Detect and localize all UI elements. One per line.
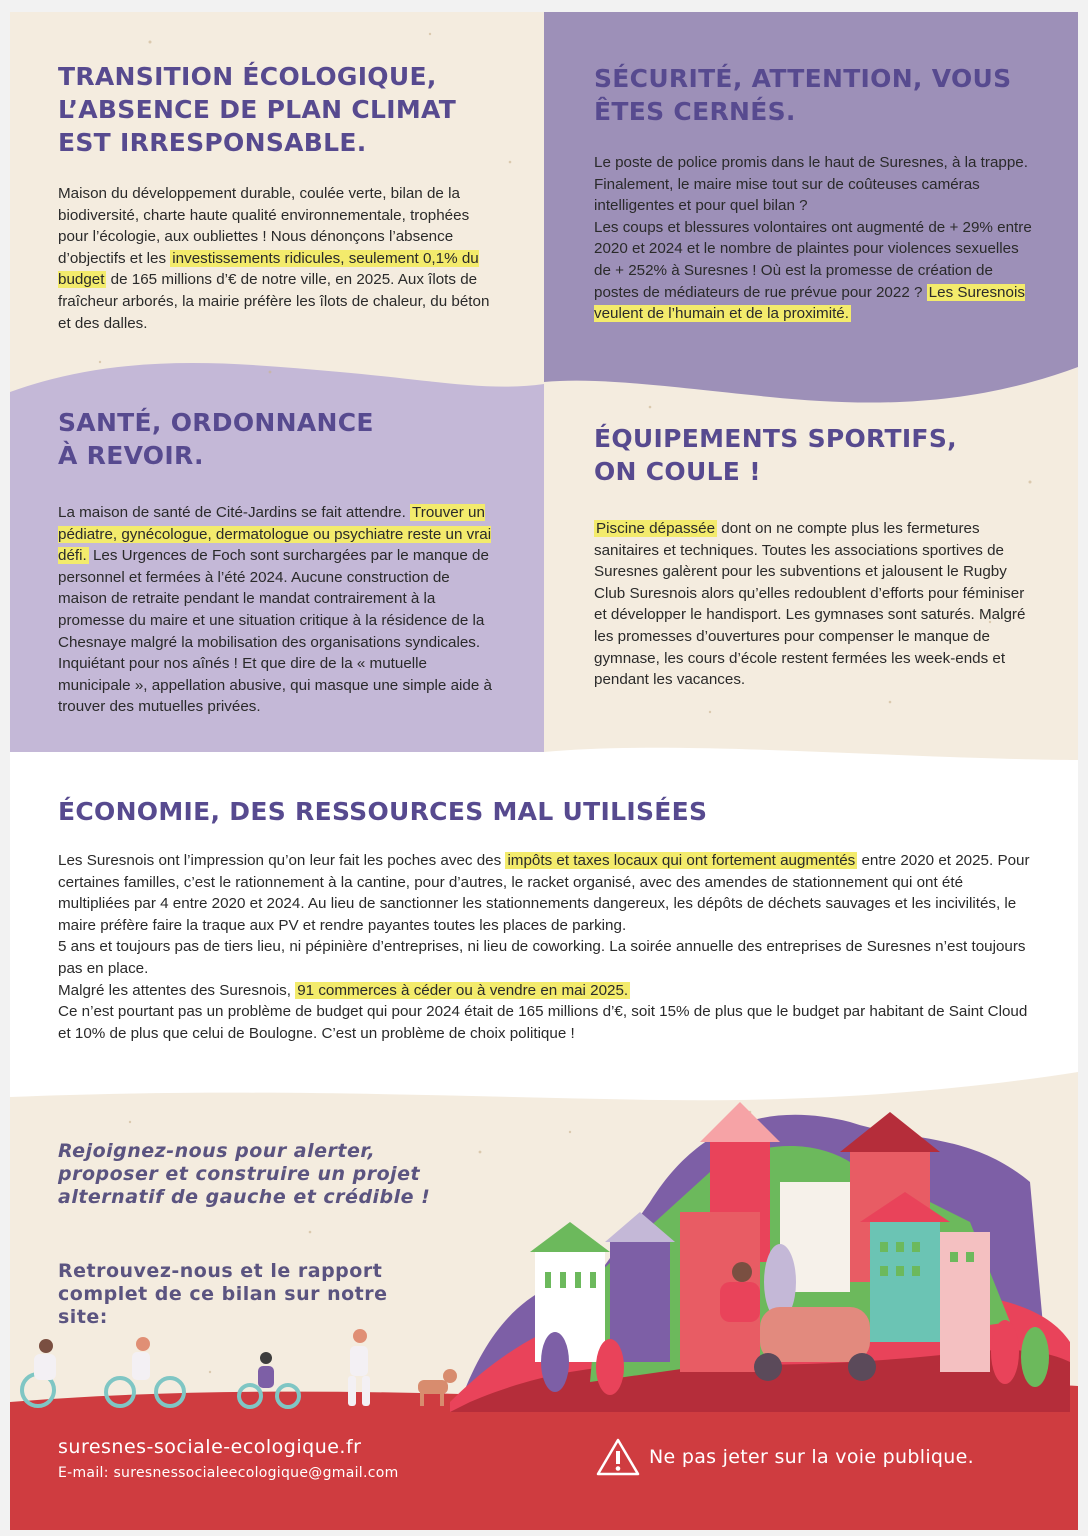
highlighted-text: Trouver un pédiatre, gynécologue, dermatologue ou psychiatre reste un vrai défi. — [58, 504, 492, 565]
securite-text-2 — [594, 217, 1034, 325]
section-securite — [594, 62, 1034, 325]
text-span: Les coups et blessures volontaires ont augmenté de + 29% entre 2020 et 2024 et le nombre de plaintes pour violences sexuelles de + 252% à Suresnes ! Où est la promesse de création de postes de médiateurs de rue prévue pour 2022 ? — [594, 218, 1032, 301]
website-link[interactable]: suresnes-sociale-ecologique.fr — [58, 1436, 362, 1458]
economie-p3 — [58, 980, 1033, 1002]
text-span: de 165 millions d’€ de notre ville, en 2025. Aux îlots de fraîcheur arborés, la mairie préfère les îlots de chaleur, du béton et des dalles. — [58, 271, 490, 332]
text-span: Malgré les attentes des Suresnois, — [58, 981, 296, 999]
text-span: dont on ne compte plus les fermetures sanitaires et techniques. Toutes les associations sportives de Suresnes galèrent pour les subventions et jalousent le Rugby Club Suresnois alors qu’elles redoublent d’efforts pour féminiser et développer le handisport. Les gymnases sont saturés. Malgré les promesses d’ouvertures pour compenser le manque de gymnase, les cours d’école restent fermées les week-ends et pendant les vacances. — [594, 520, 1026, 689]
transition-text — [58, 183, 498, 334]
transition-title — [58, 60, 498, 159]
text-span: Les Suresnois ont l’impression qu’on leur fait les poches avec des — [58, 852, 506, 869]
equipements-title — [594, 422, 1034, 488]
cyclists-illustration — [10, 1322, 470, 1412]
economie-title: ÉCONOMIE, DES RESSOURCES MAL UTILISÉES — [58, 797, 708, 826]
join-text: Rejoignez-nous pour alerter, proposer et construire un projet alternatif de gauche et crédible ! — [58, 1140, 431, 1208]
text-span: entre 2020 et 2025. Pour certaines familles, c’est le rationnement à la cantine, pour d’autres, le racket organisé, avec des amendes de stationnement qui ont été multipliées par 4 entre 2020 et 2024. Au lieu de sanctionner les stationnements dangereux, les dépôts de déchets sauvages et les incivilités, le maire préfère faire la traque aux PV et rendre payantes toutes les places de parking. — [58, 852, 1030, 934]
economie-p1 — [58, 850, 1033, 936]
section-equipements — [594, 422, 1034, 691]
highlighted-text: 91 commerces à céder ou à vendre en mai 2025. — [297, 981, 629, 999]
city-illustration — [450, 1082, 1070, 1412]
economie-p4: Ce n’est pourtant pas un problème de budget qui pour 2024 était de 165 millions d’€, soit 15% de plus que le budget par habitant de Saint Cloud et 10% de plus que celui de Boulogne. C’est un problème de choix politique ! — [58, 1003, 1028, 1042]
highlighted-text: Piscine dépassée — [596, 520, 716, 537]
equipements-text — [594, 518, 1034, 691]
warning-text: Ne pas jeter sur la voie publique. — [649, 1446, 974, 1468]
text-span: Maison du développement durable, coulée verte, bilan de la biodiversité, charte haute qualité environnementale, trophées pour l’écologie, aux oubliettes ! Nous dénonçons l’absence d’objectifs et les — [58, 185, 470, 267]
title-line: ÉQUIPEMENTS SPORTIFS, — [594, 424, 957, 453]
title-line: L’ABSENCE DE PLAN CLIMAT — [58, 95, 457, 124]
securite-title — [594, 62, 1034, 128]
email-link[interactable]: E-mail: suresnessocialeecologique@gmail.com — [58, 1465, 399, 1481]
sante-text — [58, 502, 502, 718]
section-transition — [58, 60, 498, 334]
title-line: ÊTES CERNÉS. — [594, 97, 796, 126]
title-line: SANTÉ, ORDONNANCE — [58, 408, 374, 437]
warning-triangle-icon — [595, 1437, 641, 1477]
highlighted-text: impôts et taxes locaux qui ont fortement augmentés — [507, 852, 856, 869]
find-text: Retrouvez-nous et le rapport complet de ce bilan sur notre site: — [58, 1260, 388, 1328]
section-economie — [58, 795, 1033, 1044]
title-line: EST IRRESPONSABLE. — [58, 128, 367, 157]
section-sante — [58, 406, 502, 718]
securite-text-1: Le poste de police promis dans le haut de Suresnes, à la trappe. Finalement, le maire mise tout sur de coûteuses caméras intelligentes et pour quel bilan ? — [594, 154, 1028, 215]
economie-p2: 5 ans et toujours pas de tiers lieu, ni pépinière d’entreprises, ni lieu de coworking. La soirée annuelle des entreprises de Suresnes n’est toujours pas en place. — [58, 938, 1026, 977]
highlighted-text: investissements ridicules, seulement 0,1% du budget — [58, 249, 479, 289]
text-span: La maison de santé de Cité-Jardins se fait attendre. — [58, 504, 411, 521]
flyer-page — [10, 12, 1078, 1530]
title-line: SÉCURITÉ, ATTENTION, VOUS — [594, 64, 1012, 93]
title-line: À REVOIR. — [58, 441, 204, 470]
warning-notice — [595, 1437, 974, 1477]
sante-title — [58, 406, 502, 472]
text-span: Les Urgences de Foch sont surchargées par le manque de personnel et fermées à l’été 2024. Aucune construction de maison de retraite pendant le mandat contrairement à la promesse du maire et une situation critique à la résidence de la Chesnaye malgré la mobilisation des organisations syndicales. Inquiétant pour nos aînés ! Et que dire de la « mutuelle municipale », appellation abusive, qui masque une simple aide à trouver des mutuelles privées. — [58, 547, 492, 716]
title-line: TRANSITION ÉCOLOGIQUE, — [58, 62, 437, 91]
title-line: ON COULE ! — [594, 457, 761, 486]
highlighted-text: Les Suresnois veulent de l’humain et de la proximité. — [594, 283, 1025, 323]
